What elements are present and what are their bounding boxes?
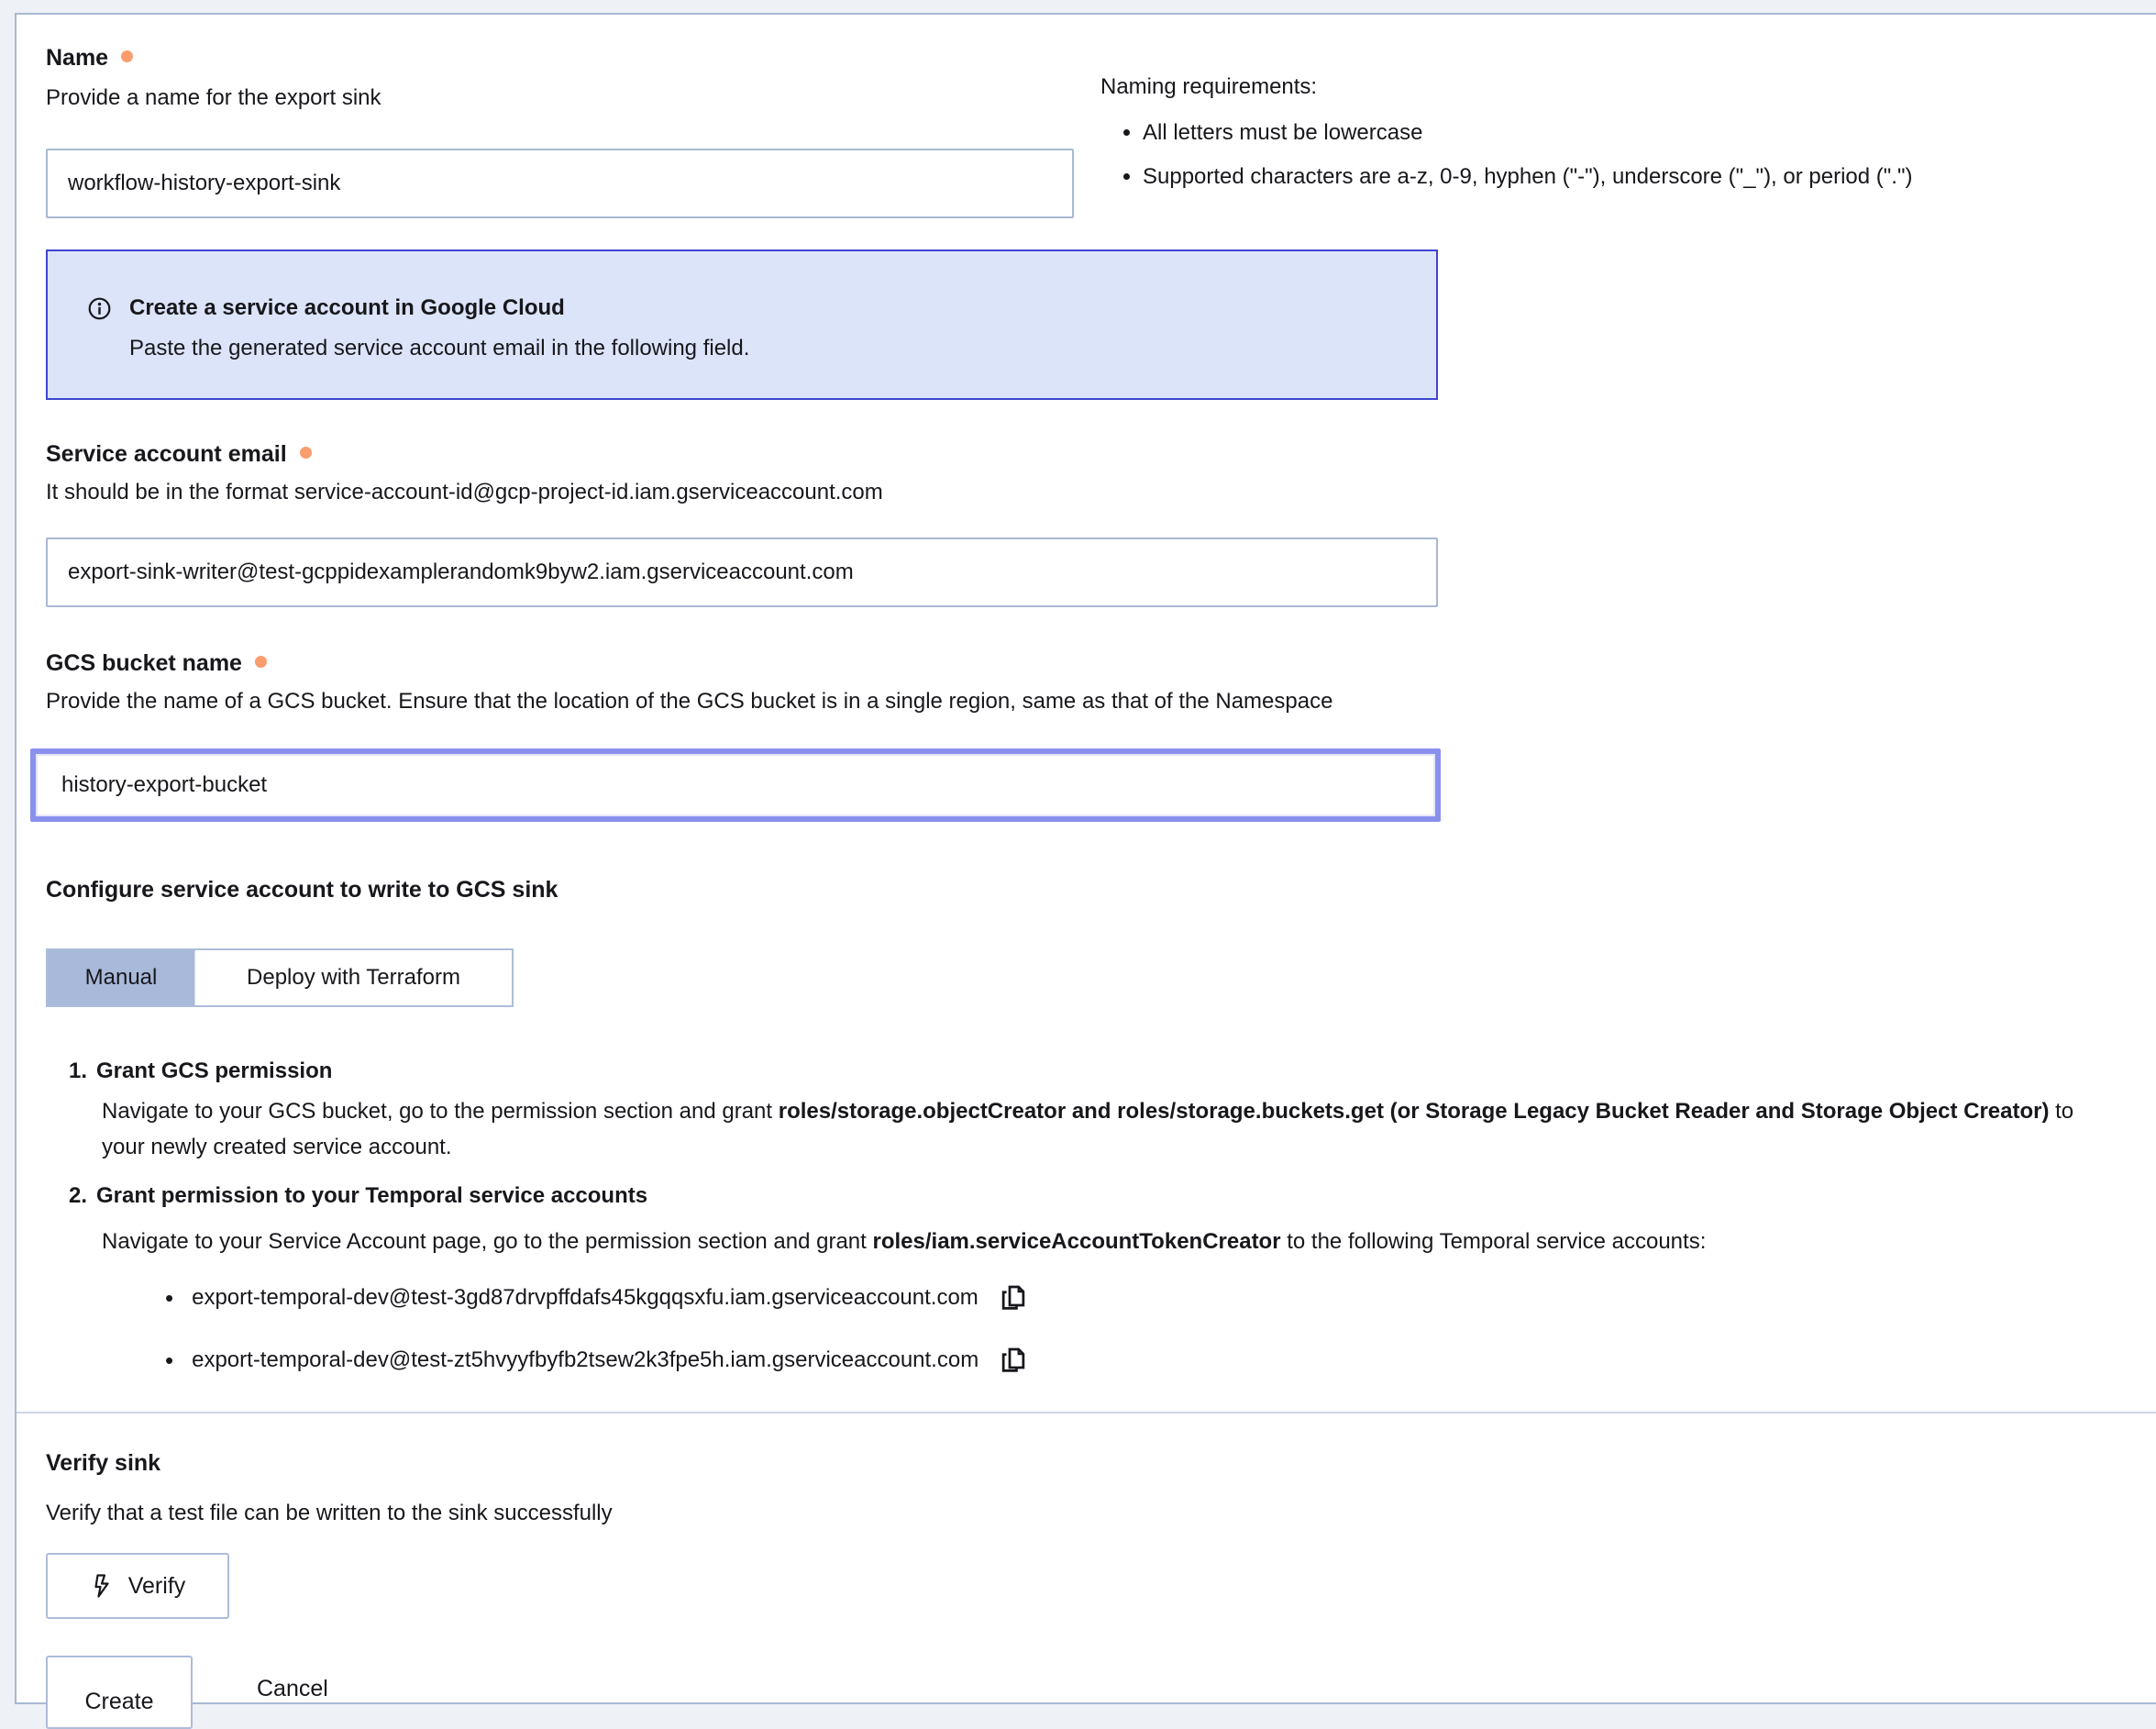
step-1-text-after: to your newly created service account. [102, 1099, 2073, 1159]
gcs-bucket-name-label: GCS bucket name [46, 648, 242, 679]
info-circle-icon [88, 297, 111, 320]
step-2-number: 2. [69, 1180, 87, 1213]
name-field-label: Name [46, 42, 108, 73]
required-dot-icon [121, 50, 133, 62]
service-account-info-box [46, 249, 1438, 400]
naming-requirement-item: • Supported characters are a-z, 0-9, hyphen ("-"), underscore ("_"), or period (".") [1143, 161, 2156, 193]
configure-section-heading: Configure service account to write to GCS sink [46, 873, 2156, 906]
form-actions [46, 1656, 2156, 1729]
temporal-service-account-email: • export-temporal-dev@test-zt5hvyyfbyfb2tsew2k3fpe5h.iam.gserviceaccount.com [192, 1347, 978, 1373]
step-2-title [69, 1180, 2156, 1213]
step-1-title-text: Grant GCS permission [96, 1058, 332, 1083]
step-2-text-before: Navigate to your Service Account page, go to the permission section and grant [102, 1229, 873, 1254]
list-item [165, 1342, 2156, 1379]
required-dot-icon [300, 447, 312, 459]
verify-button-label: Verify [128, 1573, 186, 1600]
gcs-bucket-name-help: Provide the name of a GCS bucket. Ensure that the location of the GCS bucket is in a single region, same as that of the Namespace [46, 686, 2156, 717]
info-box-title: Create a service account in Google Cloud [129, 294, 749, 322]
step-1-body [102, 1093, 2096, 1165]
tab-manual[interactable]: Manual [48, 950, 194, 1005]
section-divider [17, 1412, 2156, 1413]
gcs-bucket-name-input[interactable] [30, 748, 1441, 822]
step-2-body [102, 1224, 2096, 1259]
list-item [165, 1280, 2156, 1316]
create-button[interactable]: Create [46, 1656, 193, 1729]
name-field-help: Provide a name for the export sink [46, 83, 2156, 114]
export-sink-form-card [15, 13, 2156, 1704]
verify-sink-help: Verify that a test file can be written to the sink successfully [46, 1498, 2156, 1529]
required-dot-icon [255, 656, 267, 668]
manual-steps [46, 1055, 2156, 1379]
step-1-text-before: Navigate to your GCS bucket, go to the permission section and grant [102, 1099, 779, 1124]
temporal-service-accounts-list [165, 1280, 2156, 1379]
verify-button[interactable] [46, 1553, 229, 1619]
service-account-email-help: It should be in the format service-account-id@gcp-project-id.iam.gserviceaccount.com [46, 477, 2156, 508]
configure-tabs [46, 948, 514, 1007]
copy-icon[interactable] [999, 1283, 1028, 1313]
copy-icon[interactable] [999, 1346, 1028, 1375]
naming-requirements [1100, 72, 2156, 205]
step-2-role: roles/iam.serviceAccountTokenCreator [873, 1229, 1281, 1254]
step-2-title-text: Grant permission to your Temporal service accounts [96, 1183, 647, 1208]
step-2-text-after: to the following Temporal service accounts: [1281, 1229, 1707, 1254]
service-account-email-input[interactable] [46, 538, 1438, 607]
step-1-roles: roles/storage.objectCreator and roles/storage.buckets.get (or Storage Legacy Bucket Reader and Storage Object Creator) [779, 1099, 2050, 1124]
name-section [46, 42, 2156, 114]
sink-name-input[interactable] [46, 149, 1074, 218]
naming-requirements-title: Naming requirements: [1100, 72, 2156, 103]
lightning-icon [90, 1573, 114, 1599]
service-account-email-label: Service account email [46, 438, 287, 470]
step-1-number: 1. [69, 1055, 87, 1088]
tab-deploy-with-terraform[interactable]: Deploy with Terraform [194, 950, 512, 1005]
verify-sink-heading: Verify sink [46, 1446, 2156, 1480]
step-1-title [69, 1055, 2156, 1088]
info-box-body: Paste the generated service account email in the following field. [129, 335, 749, 362]
temporal-service-account-email: • export-temporal-dev@test-3gd87drvpffdafs45kgqqsxfu.iam.gserviceaccount.com [192, 1285, 978, 1311]
naming-requirement-item: • All letters must be lowercase [1143, 117, 2156, 149]
cancel-button[interactable]: Cancel [257, 1656, 328, 1702]
